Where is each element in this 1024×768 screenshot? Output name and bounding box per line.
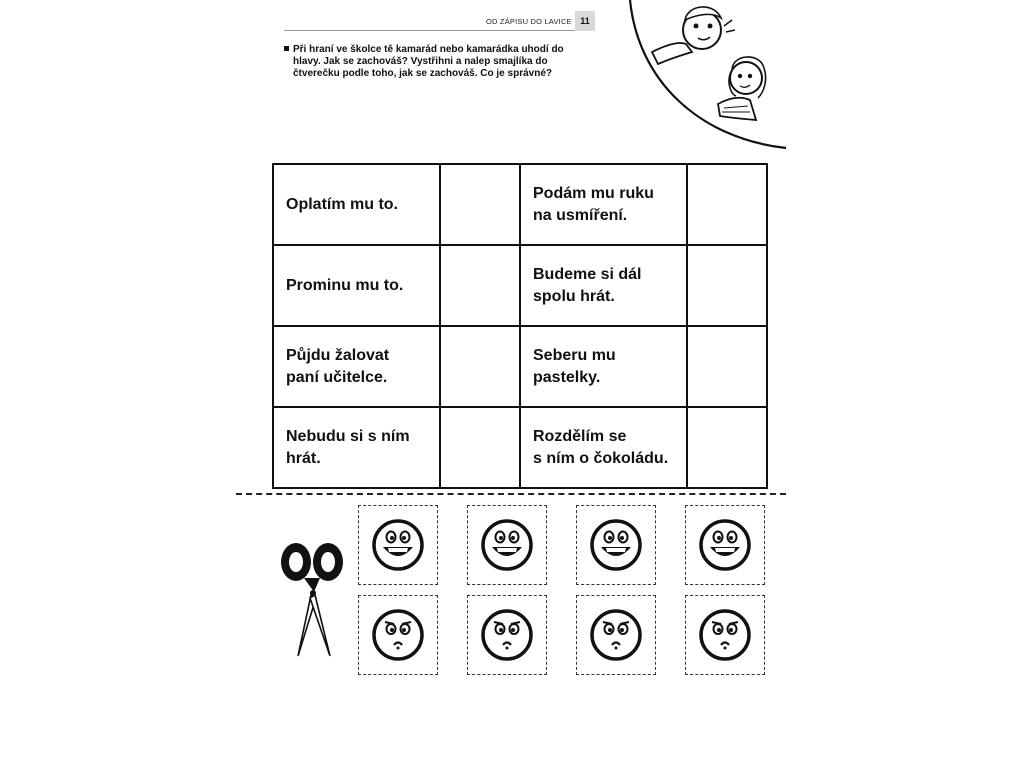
option-text: Prominu mu to. bbox=[286, 276, 404, 294]
table-cell bbox=[273, 326, 440, 407]
happy-cutout[interactable] bbox=[685, 505, 765, 585]
table-row bbox=[273, 326, 767, 407]
paste-box[interactable] bbox=[440, 326, 520, 407]
header-divider bbox=[284, 30, 575, 31]
option-text: Oplatím mu to. bbox=[286, 195, 398, 213]
instruction bbox=[284, 44, 594, 80]
table-cell bbox=[520, 407, 687, 488]
sad-smiley-icon bbox=[697, 607, 753, 663]
chapter-title: OD ZÁPISU DO LAVICE bbox=[486, 17, 572, 26]
option-text: Nebudu si s ním hrát. bbox=[286, 427, 410, 467]
happy-cutout[interactable] bbox=[576, 505, 656, 585]
paste-box[interactable] bbox=[687, 407, 767, 488]
paste-box[interactable] bbox=[687, 326, 767, 407]
happy-cutout[interactable] bbox=[358, 505, 438, 585]
scissors-icon bbox=[276, 540, 348, 660]
table-cell bbox=[520, 245, 687, 326]
table-cell bbox=[273, 407, 440, 488]
paste-box[interactable] bbox=[440, 407, 520, 488]
children-illustration-icon bbox=[628, 0, 788, 150]
table-row bbox=[273, 245, 767, 326]
paste-box[interactable] bbox=[440, 245, 520, 326]
table-cell bbox=[273, 245, 440, 326]
table-cell bbox=[520, 326, 687, 407]
instruction-text: Při hraní ve školce tě kamarád nebo kamarádka uhodí do hlavy. Jak se zachováš? Vystřihni a nalep smajlíka do čtverečku podle toho, jak se zachováš. Co je správné? bbox=[293, 44, 564, 79]
sad-cutout[interactable] bbox=[467, 595, 547, 675]
happy-smiley-icon bbox=[479, 517, 535, 573]
happy-cutout[interactable] bbox=[467, 505, 547, 585]
bullet-icon bbox=[284, 46, 289, 51]
option-text: Budeme si dál spolu hrát. bbox=[533, 265, 642, 305]
happy-smiley-icon bbox=[697, 517, 753, 573]
option-text: Půjdu žalovat paní učitelce. bbox=[286, 346, 390, 386]
sad-smiley-icon bbox=[479, 607, 535, 663]
reaction-table bbox=[272, 163, 768, 489]
cut-line bbox=[236, 493, 786, 495]
paste-box[interactable] bbox=[440, 164, 520, 245]
happy-smiley-icon bbox=[588, 517, 644, 573]
table-row bbox=[273, 407, 767, 488]
sad-cutout[interactable] bbox=[358, 595, 438, 675]
table-row bbox=[273, 164, 767, 245]
paste-box[interactable] bbox=[687, 245, 767, 326]
table-cell bbox=[520, 164, 687, 245]
sad-smiley-icon bbox=[370, 607, 426, 663]
table-cell bbox=[273, 164, 440, 245]
sad-cutout[interactable] bbox=[576, 595, 656, 675]
option-text: Podám mu ruku na usmíření. bbox=[533, 184, 654, 224]
sad-smiley-icon bbox=[588, 607, 644, 663]
sad-cutout[interactable] bbox=[685, 595, 765, 675]
paste-box[interactable] bbox=[687, 164, 767, 245]
option-text: Rozdělím se s ním o čokoládu. bbox=[533, 427, 669, 467]
page-number: 11 bbox=[575, 11, 595, 31]
option-text: Seberu mu pastelky. bbox=[533, 346, 616, 386]
happy-smiley-icon bbox=[370, 517, 426, 573]
